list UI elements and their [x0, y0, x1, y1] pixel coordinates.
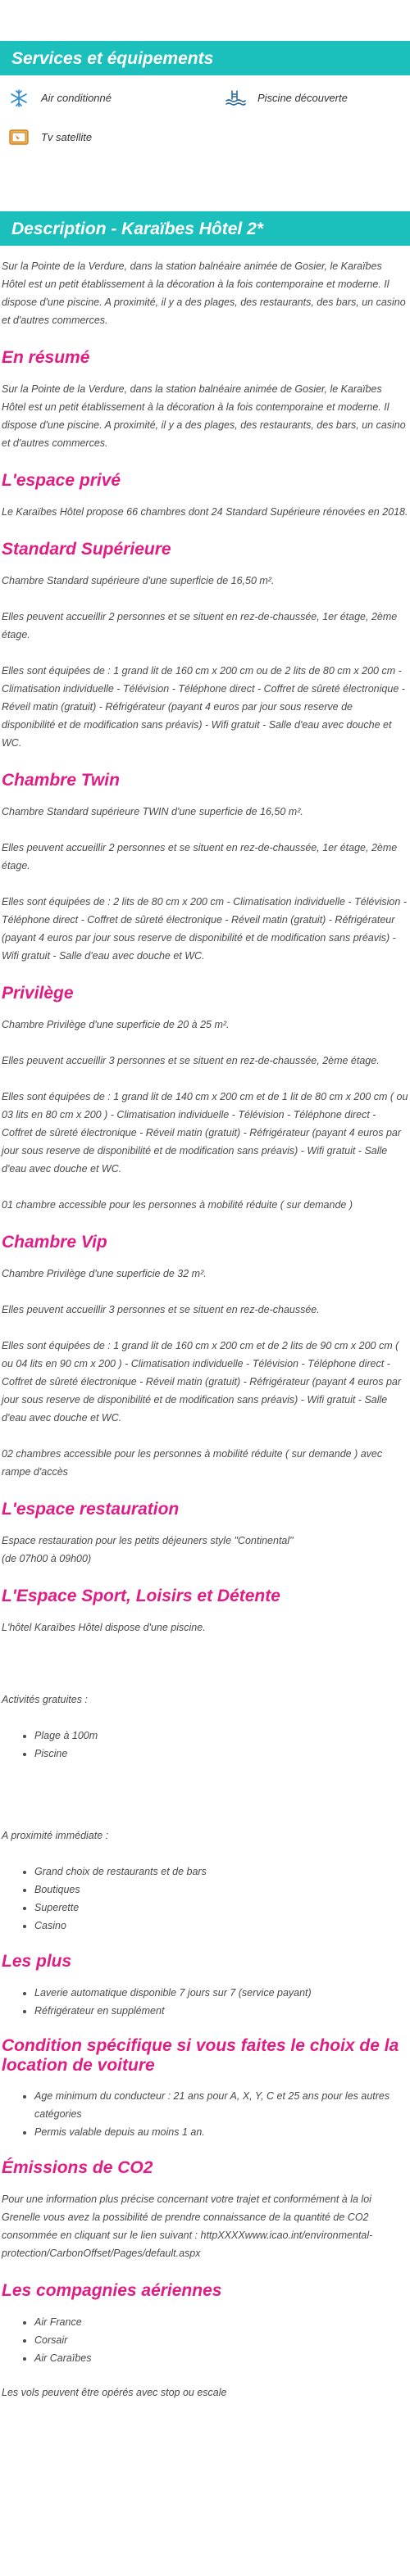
- compagnies-note: Les vols peuvent être opérés avec stop ou escale: [2, 2387, 227, 2398]
- services-row: [0, 123, 410, 162]
- proximite-label: A proximité immédiate :: [2, 1830, 109, 1841]
- twin-title: Chambre Twin: [2, 771, 120, 790]
- standard-capacity: Elles peuvent accueillir 2 personnes et se situent en rez-de-chaussée, 1er étage, 2ème étage.: [2, 611, 398, 641]
- sport-text: L'hôtel Karaïbes Hôtel dispose d'une piscine.: [2, 1622, 206, 1633]
- service-label: Piscine découverte: [257, 92, 348, 104]
- description-title: Description - Karaïbes Hôtel 2*: [0, 211, 410, 246]
- tv-icon: [8, 128, 30, 147]
- list-item: • Boutiques: [34, 1881, 408, 1899]
- service-label: Tv satellite: [41, 131, 93, 143]
- snowflake-icon: [8, 88, 30, 108]
- proximite-list: [2, 1863, 408, 1935]
- list-item: • Air Caraïbes: [34, 2349, 408, 2367]
- standard-title: Standard Supérieure: [2, 540, 171, 559]
- list-item: • Réfrigérateur en supplément: [34, 2002, 408, 2020]
- list-item: • Permis valable depuis au moins 1 an.: [34, 2123, 408, 2141]
- activites-label: Activités gratuites :: [2, 1694, 88, 1705]
- vip-surface: Chambre Privilège d'une superficie de 32 m².: [2, 1268, 207, 1279]
- list-item: • Grand choix de restaurants et de bars: [34, 1863, 408, 1881]
- service-item-tv: [0, 123, 213, 147]
- list-item: • Corsair: [34, 2331, 408, 2349]
- compagnies-list: [2, 2313, 408, 2367]
- standard-surface: Chambre Standard supérieure d'une superficie de 16,50 m².: [2, 575, 275, 586]
- pool-icon: [225, 88, 246, 108]
- services-row: [0, 84, 410, 123]
- twin-surface: Chambre Standard supérieure TWIN d'une superficie de 16,50 m².: [2, 806, 303, 817]
- privilege-capacity: Elles peuvent accueillir 3 personnes et se situent en rez-de-chaussée, 2ème étage.: [2, 1055, 380, 1066]
- list-item: • Plage à 100m: [34, 1727, 408, 1745]
- description-content: [0, 246, 410, 2402]
- vip-equipment: Elles sont équipées de : 1 grand lit de 160 cm x 200 cm et de 2 lits de 90 cm x 200 cm ( ou 04 lits en 90 cm x 200 ) - Climatisation individuelle - Télévision - Téléphone direct - Coffret de sûreté électronique - Réveil matin (gratuit) - Réfrigérateur (payant 4 euros par jour sous reserve de disponibilité et de modification sans préavis) - Wifi gratuit - Salle d'eau avec douche et WC.: [2, 1340, 402, 1424]
- resume-text: Sur la Pointe de la Verdure, dans la station balnéaire animée de Gosier, le Karaïbes Hôtel est un petit établissement à la décoration à la fois contemporaine et moderne. Il dispose d'une piscine. A proximité, il y a des plages, des restaurants, des bars, un casino et d'autres commerces.: [2, 383, 406, 449]
- condition-list: [2, 2087, 408, 2141]
- list-item: • Piscine: [34, 1745, 408, 1763]
- plus-title: Les plus: [2, 1952, 72, 1971]
- activites-list: [2, 1727, 408, 1763]
- co2-title: Émissions de CO2: [2, 2158, 153, 2177]
- prive-title: L'espace privé: [2, 471, 121, 490]
- twin-capacity: Elles peuvent accueillir 2 personnes et se situent en rez-de-chaussée, 1er étage, 2ème étage.: [2, 842, 398, 871]
- resume-title: En résumé: [2, 348, 90, 367]
- condition-title: Condition spécifique si vous faites le choix de la location de voiture: [2, 2036, 399, 2075]
- restauration-line1: Espace restauration pour les petits déjeuners style "Continental": [2, 1535, 294, 1546]
- service-item-air: [0, 84, 213, 108]
- compagnies-title: Les compagnies aériennes: [2, 2281, 222, 2300]
- twin-equipment: Elles sont équipées de : 2 lits de 80 cm x 200 cm - Climatisation individuelle - Télévision - Téléphone direct - Coffret de sûreté électronique - Réveil matin (gratuit) - Réfrigérateur (payant 4 euros par jour sous reserve de disponibilité et de modification sans préavis) - Wifi gratuit - Salle d'eau avec douche et WC.: [2, 896, 407, 962]
- privilege-title: Privilège: [2, 984, 74, 1003]
- plus-list: [2, 1984, 408, 2020]
- privilege-accessibility: 01 chambre accessible pour les personnes à mobilité réduite ( sur demande ): [2, 1199, 353, 1211]
- list-item: • Age minimum du conducteur : 21 ans pour A, X, Y, C et 25 ans pour les autres catégories: [34, 2087, 408, 2123]
- list-item: • Laverie automatique disponible 7 jours sur 7 (service payant): [34, 1984, 408, 2002]
- spacer: [2, 1655, 408, 1691]
- co2-text: Pour une information plus précise concernant votre trajet et conformément à la loi Grenelle vous avez la possibilité de prendre connaissance de la quantité de CO2 consommée en cliquant sur le lien suivant : httpXXXXwww.icao.int/environmental-protection/CarbonOffset/Pages/default.aspx: [2, 2193, 373, 2259]
- vip-capacity: Elles peuvent accueillir 3 personnes et se situent en rez-de-chaussée.: [2, 1304, 320, 1315]
- description-intro: Sur la Pointe de la Verdure, dans la station balnéaire animée de Gosier, le Karaïbes Hôtel est un petit établissement à la décoration à la fois contemporaine et moderne. Il dispose d'une piscine. A proximité, il y a des plages, des restaurants, des bars, un casino et d'autres commerces.: [2, 260, 406, 326]
- restauration-text: [2, 1532, 408, 1568]
- standard-equipment: Elles sont équipées de : 1 grand lit de 160 cm x 200 cm ou de 2 lits de 80 cm x 200 cm - Climatisation individuelle - Télévision - Téléphone direct - Coffret de sûreté électronique - Réveil matin (gratuit) - Réfrigérateur (payant 4 euros par jour sous reserve de disponibilité et de modification sans préavis) - Wifi gratuit - Salle d'eau avec douche et WC.: [2, 665, 405, 749]
- list-item: • Superette: [34, 1899, 408, 1917]
- privilege-surface: Chambre Privilège d'une superficie de 20 à 25 m².: [2, 1019, 230, 1030]
- services-list: [0, 75, 410, 162]
- spacer: [2, 1779, 408, 1827]
- service-item-pool: [225, 84, 405, 108]
- list-item: • Casino: [34, 1917, 408, 1935]
- restauration-title: L'espace restauration: [2, 1500, 180, 1519]
- privilege-equipment: Elles sont équipées de : 1 grand lit de 140 cm x 200 cm et de 1 lit de 80 cm x 200 cm ( ou 03 lits en 80 cm x 200 ) - Climatisation individuelle - Télévision - Téléphone direct - Coffret de sûreté électronique - Réveil matin (gratuit) - Réfrigérateur (payant 4 euros par jour sous reserve de disponibilité et de modification sans préavis) - Wifi gratuit - Salle d'eau avec douche et WC.: [2, 1091, 408, 1175]
- restauration-line2: (de 07h00 à 09h00): [2, 1553, 92, 1564]
- sport-title: L'Espace Sport, Loisirs et Détente: [2, 1587, 280, 1605]
- list-item: • Air France: [34, 2313, 408, 2331]
- vip-title: Chambre Vip: [2, 1233, 107, 1252]
- service-label: Air conditionné: [41, 92, 112, 104]
- vip-accessibility: 02 chambres accessible pour les personnes à mobilité réduite ( sur demande ) avec rampe d'accès: [2, 1448, 383, 1478]
- prive-text: Le Karaïbes Hôtel propose 66 chambres dont 24 Standard Supérieure rénovées en 2018.: [2, 506, 408, 518]
- services-title: Services et équipements: [0, 41, 410, 75]
